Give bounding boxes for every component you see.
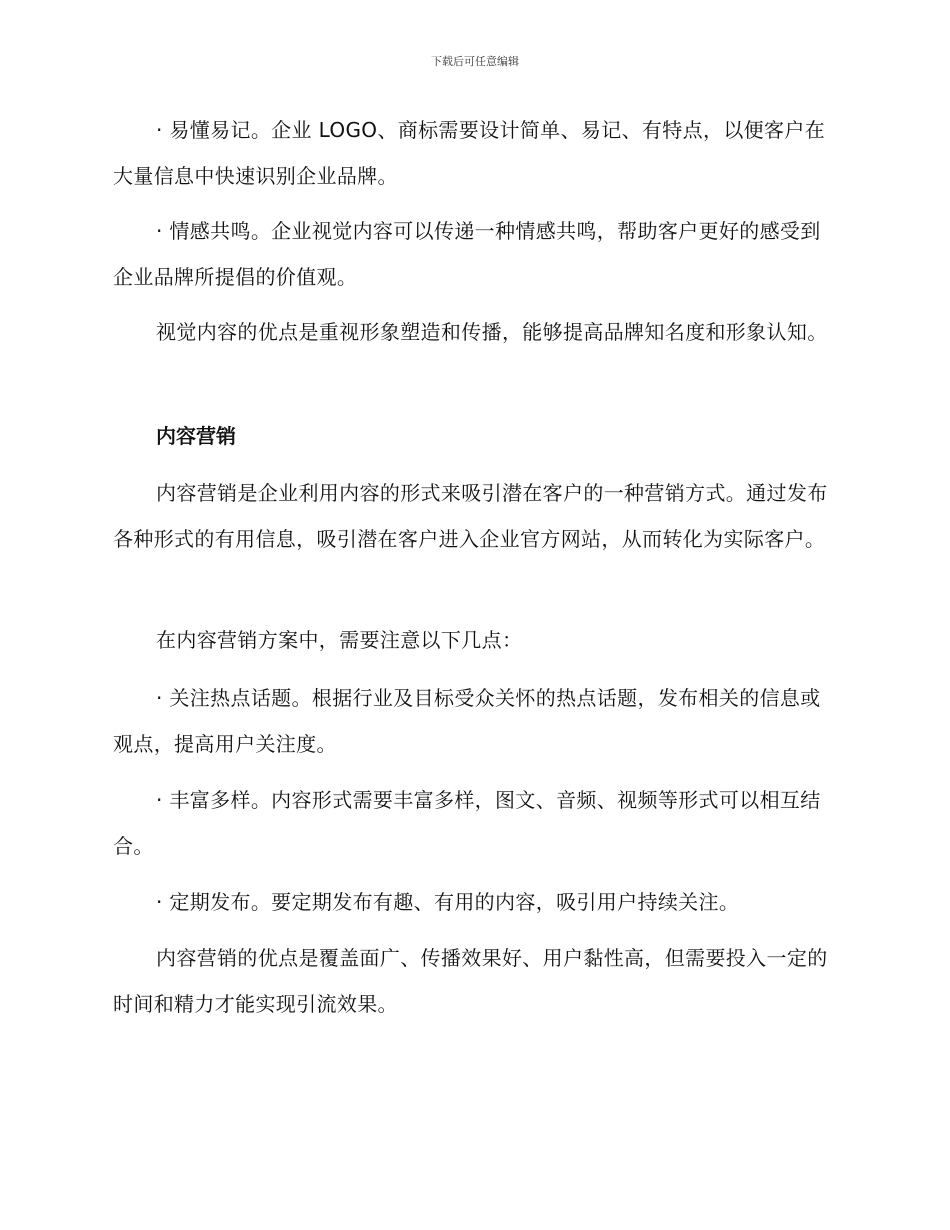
bullet-regular-publishing: · 定期发布。要定期发布有趣、有用的内容，吸引用户持续关注。 [156,890,740,914]
bullet-easy-to-remember: · 易懂易记。企业 LOGO、商标需要设计简单、易记、有特点，以便客户在大量信息中快速识别企业品牌。 [113,118,826,188]
content-marketing-summary: 内容营销的优点是覆盖面广、传播效果好、用户黏性高，但需要投入一定的时间和精力才能实现引流效果。 [113,946,828,1016]
content-marketing-notes-intro: 在内容营销方案中，需要注意以下几点： [156,628,523,652]
bullet-emotional-resonance: · 情感共鸣。企业视觉内容可以传递一种情感共鸣，帮助客户更好的感受到企业品牌所提倡的价值观。 [113,219,821,289]
visual-content-summary: 视觉内容的优点是重视形象塑造和传播，能够提高品牌知名度和形象认知。 [156,320,828,344]
content-marketing-intro: 内容营销是企业利用内容的形式来吸引潜在客户的一种营销方式。通过发布各种形式的有用信息，吸引潜在客户进入企业官方网站，从而转化为实际客户。 [113,481,828,551]
page-header: 下载后可任意编辑 [431,55,519,68]
section-heading-content-marketing: 内容营销 [156,424,236,448]
bullet-hot-topics: · 关注热点话题。根据行业及目标受众关怀的热点话题，发布相关的信息或观点，提高用户关注度。 [113,686,821,756]
bullet-diverse-forms: · 丰富多样。内容形式需要丰富多样，图文、音频、视频等形式可以相互结合。 [113,788,821,858]
